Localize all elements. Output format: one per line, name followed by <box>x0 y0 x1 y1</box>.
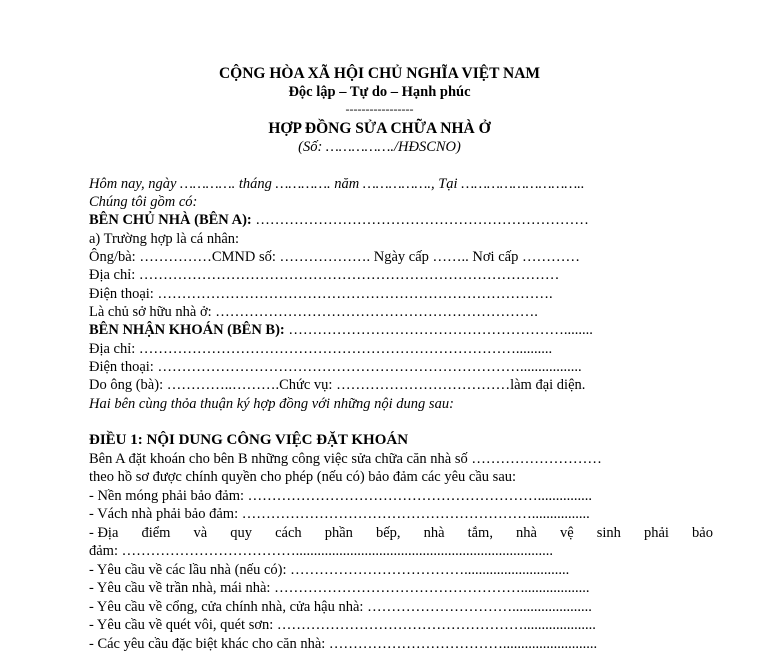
date-line: Hôm nay, ngày …………. tháng …………. năm ……………., Tại ……………………….. <box>89 176 585 192</box>
party-a-case: a) Trường hợp là cá nhân: <box>89 231 240 247</box>
party-a-heading: BÊN CHỦ NHÀ (BÊN A): <box>89 212 252 228</box>
kitchen-word: vệ <box>560 525 574 541</box>
article-1-line-2: theo hồ sơ được chính quyền cho phép (nếu có) bảo đảm các yêu cầu sau: <box>89 469 517 485</box>
agreement-line: Hai bên cùng thỏa thuận ký hợp đồng với những nội dung sau: <box>89 396 454 412</box>
party-a-phone: Điện thoại: ………………………………………………………………………. <box>89 286 553 302</box>
kitchen-word: và <box>193 525 208 541</box>
requirement-floors: - Yêu cầu về các lầu nhà (nếu có): ………………………………............................. <box>89 562 570 578</box>
article-1-line-1: Bên A đặt khoán cho bên B những công việc sửa chữa căn nhà số ……………………… <box>89 451 602 467</box>
party-a-heading-fill: …………………………………………………………… <box>251 212 589 228</box>
kitchen-word: quy <box>230 525 253 541</box>
kitchen-word: - Địa <box>89 525 119 541</box>
document-title: HỢP ĐỒNG SỬA CHỮA NHÀ Ở <box>268 120 491 137</box>
party-b-heading-fill: …………………………………………………........ <box>284 322 593 338</box>
header-divider: ----------------- <box>345 102 414 116</box>
party-a-address: Địa chỉ: …………………………………………………………………………… <box>89 267 560 283</box>
requirement-paint: - Yêu cầu về quét vôi, quét sơn: …………………………………………….................... <box>89 617 596 633</box>
requirement-gates: - Yêu cầu về cổng, cửa chính nhà, cửa hậu nhà: …………………………...................... <box>89 599 592 615</box>
article-1-heading: ĐIỀU 1: NỘI DUNG CÔNG VIỆC ĐẶT KHOÁN <box>89 432 409 448</box>
kitchen-word: phải <box>644 525 669 541</box>
party-a-owner: Là chủ sở hữu nhà ở: …………………………………………………………. <box>89 304 538 320</box>
motto: Độc lập – Tự do – Hạnh phúc <box>288 84 471 100</box>
kitchen-word: nhà <box>423 525 445 541</box>
kitchen-word: phần <box>324 525 353 541</box>
party-b-heading-line <box>89 322 593 339</box>
party-b-phone: Điện thoại: …………………………………………………………………................. <box>89 359 582 375</box>
requirement-kitchen-cont: đảm: ………………………………....................................................................... <box>89 543 553 559</box>
requirement-kitchen-line <box>89 525 713 542</box>
requirement-foundation: - Nền móng phải bảo đảm: ……………………………………………………............... <box>89 488 593 504</box>
party-b-representative: Do ông (bà): …………..……….Chức vụ: ………………………………làm đại diện. <box>89 377 586 393</box>
party-a-id-line: Ông/bà: ……………CMND số: ………………. Ngày cấp …….. Nơi cấp ………… <box>89 249 580 265</box>
kitchen-word: cách <box>275 525 302 541</box>
kitchen-word: sinh <box>596 525 621 541</box>
kitchen-word: bảo <box>692 525 713 541</box>
party-b-heading: BÊN NHẬN KHOÁN (BÊN B): <box>89 322 285 338</box>
party-a-heading-line <box>89 212 589 229</box>
kitchen-word: bếp, <box>375 525 401 541</box>
party-b-address: Địa chỉ: …………………………………………………………………….......... <box>89 341 553 357</box>
requirement-special: - Các yêu cầu đặc biệt khác cho căn nhà: ……………………………….......................... <box>89 636 598 652</box>
requirement-walls: - Vách nhà phải bảo đảm: ……………………………………………………................ <box>89 506 590 522</box>
kitchen-word: điểm <box>141 525 171 541</box>
requirement-ceiling: - Yêu cầu về trần nhà, mái nhà: ……………………………………………................... <box>89 580 590 596</box>
parties-intro: Chúng tôi gồm có: <box>89 194 198 210</box>
country-name: CỘNG HÒA XÃ HỘI CHỦ NGHĨA VIỆT NAM <box>218 65 541 82</box>
kitchen-word: tắm, <box>467 525 493 541</box>
kitchen-word: nhà <box>516 525 537 541</box>
contract-number: (Số: ……………./HĐSCNO) <box>298 139 461 155</box>
